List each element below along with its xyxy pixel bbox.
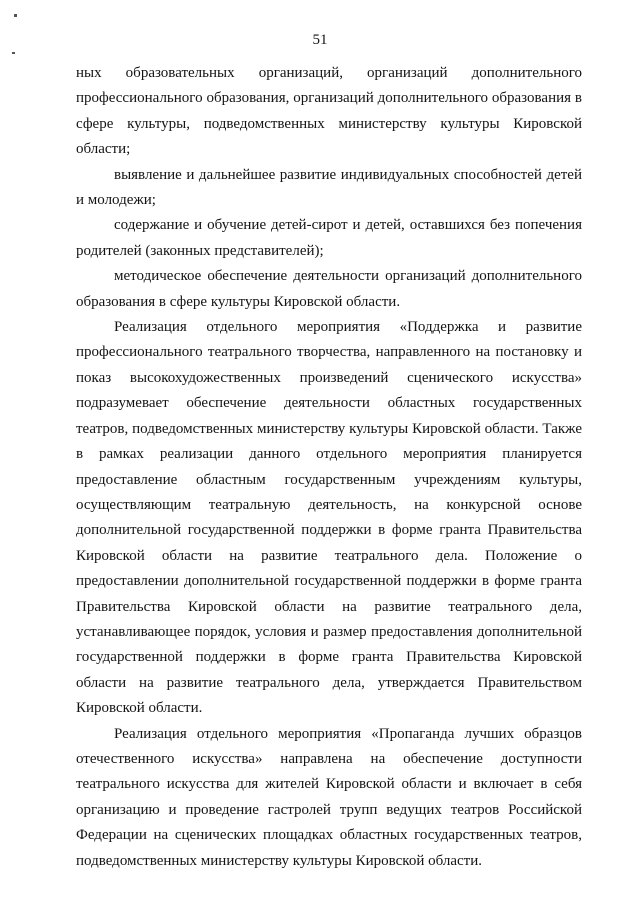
paragraph: методическое обеспечение деятельности организаций дополнительного образования в сфере культуры Кировской области. (76, 268, 582, 310)
paragraph: Реализация отдельного мероприятия «Пропаганда лучших образцов отечественного искусства» направлена на обеспечение доступности театрального искусства для жителей Кировской области и включает в себя организацию и проведение гастролей трупп ведущих театров Российской Федерации на сценических площадках областных государственных театров, подведомственных министерству культуры Кировской области. (76, 725, 582, 869)
paragraph: ных образовательных организаций, организаций дополнительного профессионального образования, организаций дополнительного образования в сфере культуры, подведомственных министерству культуры Кировской области; (76, 65, 582, 158)
paragraph: Реализация отдельного мероприятия «Поддержка и развитие профессионального театрального творчества, направленного на постановку и показ высокохудожественных произведений сценического искусства» подразумевает обеспечение деятельности областных государственных театров, подведомственных министерству культуры Кировской области. Также в рамках реализации данного отдельного мероприятия планируется предоставление областным государственным учреждениям культуры, осуществляющим театральную деятельность, на конкурсной основе дополнительной государственной поддержки в форме гранта Правительства Кировской области на развитие театрального дела. Положение о предоставлении дополнительной государственной поддержки в форме гранта Правительства Кировской области на развитие театрального дела, устанавливающее порядок, условия и размер предоставления дополнительной государственной поддержки в форме гранта Правительства Кировской области на развитие театрального дела, утверждается Правительством Кировской области. (76, 319, 582, 717)
body-text (76, 61, 582, 874)
page-number: 51 (312, 32, 328, 48)
scan-artifact-mark (12, 52, 15, 54)
paragraph: содержание и обучение детей-сирот и детей, оставшихся без попечения родителей (законных представителей); (76, 217, 582, 259)
paragraph: выявление и дальнейшее развитие индивидуальных способностей детей и молодежи; (76, 166, 582, 209)
scan-artifact-mark (14, 14, 17, 17)
